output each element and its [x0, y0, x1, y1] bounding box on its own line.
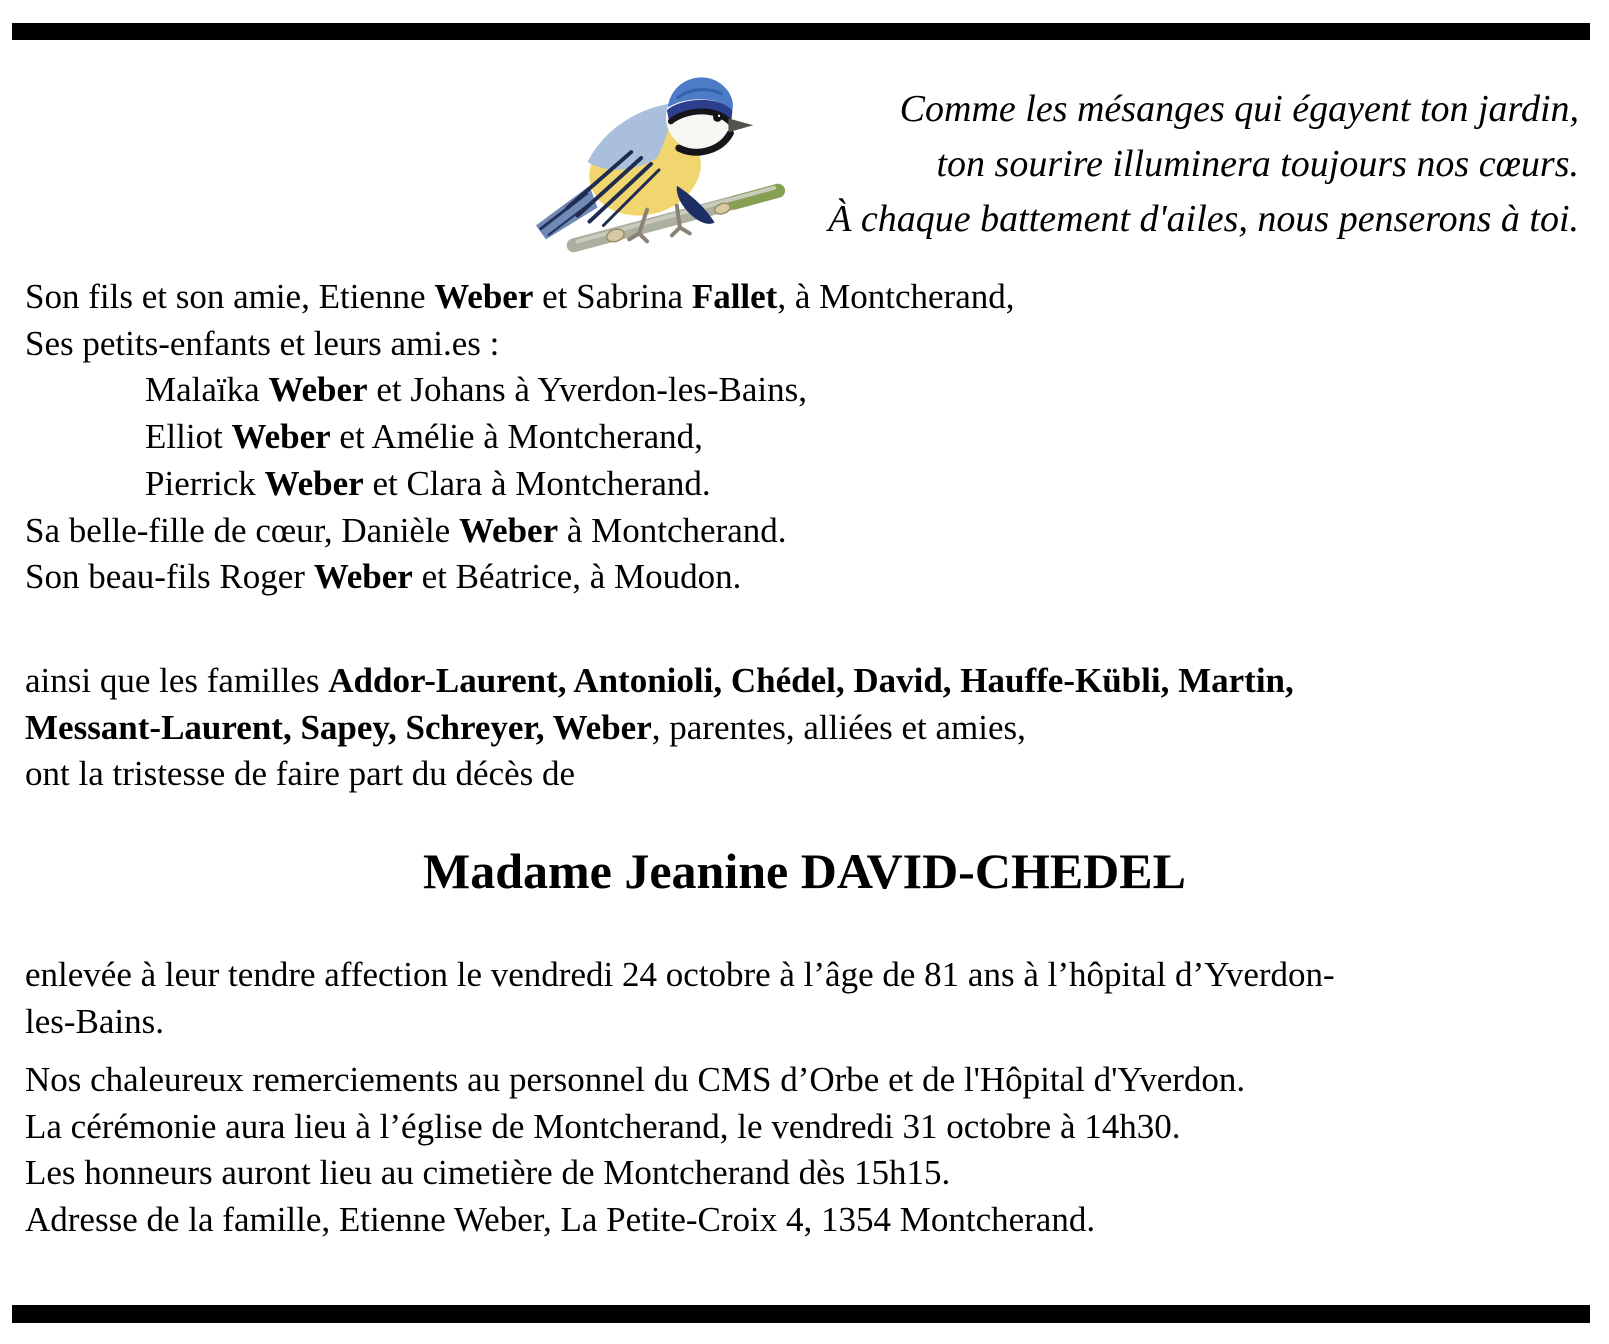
blue-tit-icon	[528, 60, 786, 260]
ceremony-details-paragraph	[25, 1057, 1589, 1244]
extended-families-paragraph	[25, 658, 1589, 798]
epitaph-poem	[828, 82, 1579, 247]
families-line: ont la tristesse de faire part du décès de	[25, 754, 576, 794]
family-line: Son beau-fils Roger Weber et Béatrice, à Moudon.	[25, 557, 742, 597]
bird-eye	[713, 113, 722, 122]
family-line: Son fils et son amie, Etienne Weber et Sabrina Fallet, à Montcherand,	[25, 277, 1015, 316]
families-line: Messant-Laurent, Sapey, Schreyer, Weber, parentes, alliées et amies,	[25, 707, 1026, 747]
poem-line: ton sourire illuminera toujours nos cœurs.	[936, 143, 1579, 185]
details-line: Adresse de la famille, Etienne Weber, La Petite-Croix 4, 1354 Montcherand.	[25, 1200, 1096, 1240]
poem-line: À chaque battement d'ailes, nous penserons à toi.	[828, 198, 1579, 240]
deceased-name: Madame Jeanine DAVID-CHEDEL	[423, 843, 1186, 899]
death-announcement-paragraph	[25, 952, 1589, 1045]
bird-beak	[728, 118, 753, 132]
family-line: Sa belle-fille de cœur, Danièle Weber à Montcherand.	[25, 510, 787, 550]
details-line: La cérémonie aura lieu à l’église de Montcherand, le vendredi 31 octobre à 14h30.	[25, 1106, 1181, 1146]
details-line: Les honneurs auront lieu au cimetière de Montcherand dès 15h15.	[25, 1153, 951, 1193]
announcement-line: les-Bains.	[25, 1001, 165, 1041]
families-line: ainsi que les familles Addor-Laurent, Antonioli, Chédel, David, Hauffe-Kübli, Martin,	[25, 661, 1294, 700]
family-line: Ses petits-enfants et leurs ami.es :	[25, 323, 500, 363]
bottom-rule-bar	[12, 1305, 1590, 1323]
poem-line: Comme les mésanges qui égayent ton jardin,	[899, 88, 1579, 130]
family-paragraph	[25, 274, 1589, 601]
announcement-line: enlevée à leur tendre affection le vendredi 24 octobre à l’âge de 81 ans à l’hôpital d’Yverdon-	[25, 955, 1335, 994]
family-line-indented: Malaïka Weber et Johans à Yverdon-les-Bains,	[145, 370, 807, 410]
details-line: Nos chaleureux remerciements au personnel du CMS d’Orbe et de l'Hôpital d'Yverdon.	[25, 1060, 1246, 1099]
top-rule-bar	[12, 23, 1590, 40]
family-line-indented: Elliot Weber et Amélie à Montcherand,	[145, 417, 703, 457]
family-line-indented: Pierrick Weber et Clara à Montcherand.	[145, 463, 711, 503]
